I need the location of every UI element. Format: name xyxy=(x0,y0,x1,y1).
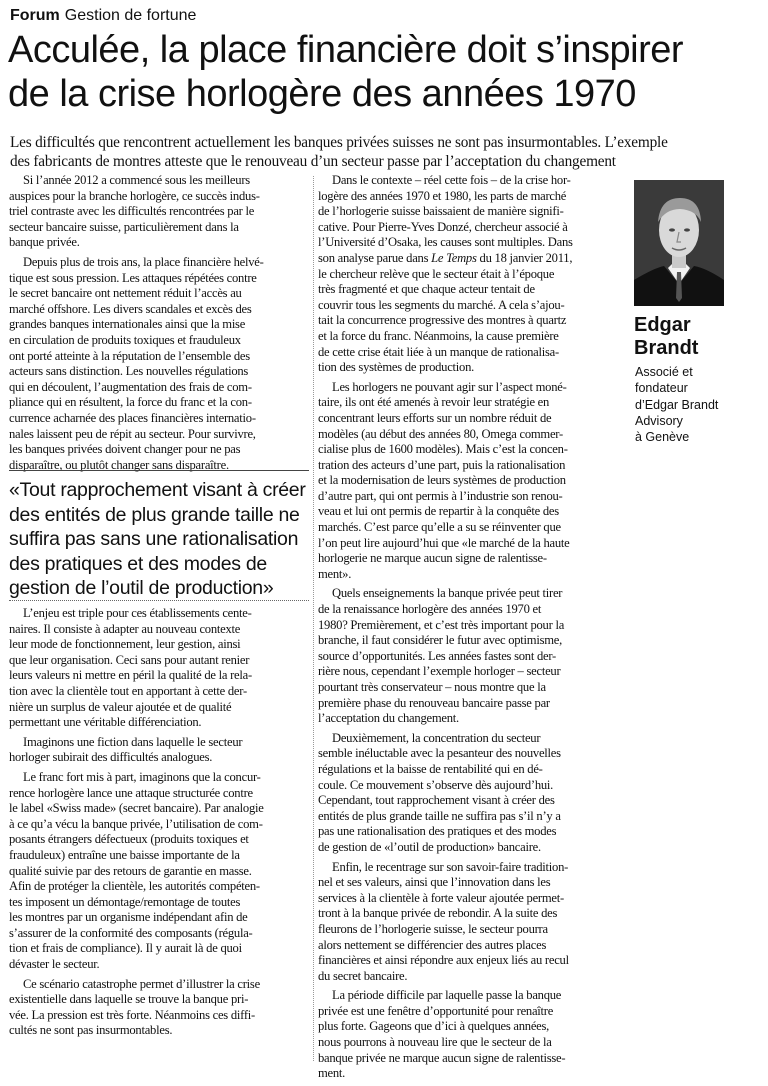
text-line: très fragmenté et que chaque acteur tentait de xyxy=(318,282,535,297)
text-line: Dans le contexte – réel cette fois – de la crise hor- xyxy=(332,173,571,187)
author-photo xyxy=(634,180,724,306)
text-line: existentielle dans laquelle se trouve la banque pri- xyxy=(9,992,249,1007)
text-line: leur mode de fonctionnement, leur gestion, ainsi xyxy=(9,637,241,652)
text-line: à ce qu’a vécu la banque privée, l’utilisation de com- xyxy=(9,816,263,831)
pull-quote-line: des pratiques et des modes de xyxy=(9,552,267,575)
text-line: pas une rationalisation des pratiques et des modes xyxy=(318,824,557,839)
article-paragraph xyxy=(318,173,624,376)
text-line: de gestion de «l’outil de production» bancaire. xyxy=(318,839,541,854)
text-line: branche, il faut considérer le futur avec optimisme, xyxy=(318,633,563,648)
text-line: tration des acteurs d’une part, puis la rationalisation xyxy=(318,457,566,472)
text-line: dévaster le secteur. xyxy=(9,957,100,972)
text-line: tait la concurrence progressive des montres à quartz xyxy=(318,313,567,328)
text-line: ment». xyxy=(318,566,352,581)
text-line: services à la clientèle à forte valeur ajoutée permet- xyxy=(318,890,564,905)
text-line: les montres par un organisme indépendant afin de xyxy=(9,910,248,925)
author-role xyxy=(635,364,718,445)
text-line: que leur organisation. Ceci sans pour autant renier xyxy=(9,652,250,667)
text-line: disparaître, ou plutôt changer sans disparaître. xyxy=(9,457,229,472)
article-paragraph xyxy=(9,606,311,731)
article-paragraph xyxy=(9,977,311,1039)
quote-rule-bottom xyxy=(9,600,309,601)
author-role-line: fondateur xyxy=(635,381,688,396)
author-role-line: d’Edgar Brandt xyxy=(635,397,719,412)
author-name xyxy=(634,314,698,360)
article-paragraph xyxy=(318,860,624,985)
headline xyxy=(8,28,760,116)
pull-quote xyxy=(9,478,309,601)
text-line: veau et lui ont permis de repartir à la conquête des xyxy=(318,504,559,519)
text-line: plus forte. Gageons que d’ici à quelques années, xyxy=(318,1019,550,1034)
text-line: couvrir tous les segments du marché. A cela s’ajou- xyxy=(318,297,565,312)
text-line: Quels enseignements la banque privée peut tirer xyxy=(332,586,563,601)
text-line: fleurons de l’horlogerie suisse, le secteur pourra xyxy=(318,921,548,936)
article-paragraph xyxy=(318,731,624,856)
article-paragraph xyxy=(9,173,311,251)
article-paragraph xyxy=(9,735,311,766)
column-divider xyxy=(313,176,314,1061)
text-line: nous pourrons à nouveau lire que le secteur de la xyxy=(318,1035,552,1050)
text-line: tion et frais de compliance). Il y aurait là de quoi xyxy=(9,941,242,956)
text-line: 1980? Premièrement, et c’est très important pour la xyxy=(318,617,565,632)
text-line: privée est une fenêtre d’opportunité pour renaître xyxy=(318,1003,554,1018)
text-line: grandes banques internationales ainsi que la mise xyxy=(9,317,246,332)
text-line: pliance qui en résultent, la force du franc et la con- xyxy=(9,395,252,410)
text-line: Les horlogers ne pouvant agir sur l’aspect moné- xyxy=(332,379,567,394)
text-line: Le franc fort mis à part, imaginons que la concur- xyxy=(23,769,261,784)
text-line: tes imposent un démontage/remontage de toutes xyxy=(9,894,241,909)
text-line: acteurs sans distinction. Les nouvelles régulations xyxy=(9,364,249,379)
pull-quote-line: des entités de plus grande taille ne xyxy=(9,503,300,526)
headline-line: de la crise horlogère des années 1970 xyxy=(8,73,636,115)
text-line: triel contraste avec les difficultés rencontrées par le xyxy=(9,204,255,219)
lead-paragraph xyxy=(10,133,762,171)
text-line: nel et ses valeurs, ainsi que l’innovation dans les xyxy=(318,875,551,890)
text-line: tion des systèmes de production. xyxy=(318,360,475,375)
text-line: de l’horlogerie suisse baissaient de manière signifi- xyxy=(318,204,564,219)
author-portrait-image xyxy=(634,180,724,306)
text-line: Depuis plus de trois ans, la place financière helvé- xyxy=(23,254,264,269)
text-line: en circulation de produits toxiques et frauduleux xyxy=(9,332,241,347)
column-middle xyxy=(318,173,624,1086)
text-line: nière un surplus de valeur ajoutée et de qualité xyxy=(9,699,232,714)
text-line: l’on peut lire aujourd’hui que «le marché de la haute xyxy=(318,535,570,550)
text-line: du secret bancaire. xyxy=(318,968,408,983)
text-line: cative. Pour Pierre-Yves Donzé, chercheur associé à xyxy=(318,219,568,234)
quote-rule-top xyxy=(9,470,309,471)
pull-quote-line: «Tout rapprochement visant à créer xyxy=(9,479,306,501)
text-line: l’Université d’Osaka, les causes sont multiples. Dans xyxy=(318,235,573,250)
column-left-top xyxy=(9,173,311,477)
text-line: Cependant, tout rapprochement visant à créer des xyxy=(318,793,555,808)
text-line: La période difficile par laquelle passe la banque xyxy=(332,988,562,1003)
text-line: frauduleux) entraîne une baisse importante de la xyxy=(9,847,240,862)
text-line: banque privée. xyxy=(9,235,80,250)
text-line: s’assurer de la conformité des composants (régula- xyxy=(9,925,253,940)
text-line: rière nous, cependant l’exemple horloger – secteur xyxy=(318,664,561,679)
text-line: cialise plus de 1600 modèles). Mais c’est la concen- xyxy=(318,442,568,457)
rubric-section: Gestion de fortune xyxy=(64,7,197,24)
text-line: qualité suivie par des retours de garantie en masse. xyxy=(9,863,252,878)
text-line: tront à la banque privée de rebondir. A la suite des xyxy=(318,906,558,921)
text-line: logère des années 1970 et 1980, les parts de marché xyxy=(318,188,567,203)
text-line: Si l’année 2012 a commencé sous les meilleurs xyxy=(23,173,250,187)
text-line: Ce scénario catastrophe permet d’illustrer la crise xyxy=(23,976,260,991)
text-line: leurs valeurs ni mettre en péril la qualité de la rela- xyxy=(9,668,252,683)
text-line: marché offshore. Les divers scandales et excès des xyxy=(9,301,252,316)
text-line: secteur bancaire suisse, particulièrement dans la xyxy=(9,219,239,234)
text-line: taire, ils ont été amenés à revoir leur stratégie en xyxy=(318,395,550,410)
pull-quote-line: suffira pas sans une rationalisation xyxy=(9,528,299,550)
text-line: qui en découlent, l’augmentation des frais de com- xyxy=(9,379,252,394)
text-line: financières et ainsi répondre aux enjeux liés au recul xyxy=(318,953,569,968)
text-line: L’enjeu est triple pour ces établissements cente- xyxy=(23,606,252,620)
text-line: vée. La pression est très forte. Néanmoins ces diffi- xyxy=(9,1007,256,1022)
text-line: Enfin, le recentrage sur son savoir-faire tradition- xyxy=(332,859,569,874)
text-line: le label «Swiss made» (secret bancaire). Par analogie xyxy=(9,801,264,816)
text-line: pourtant très conservateur – nous montre que la xyxy=(318,680,546,694)
text-line: Imaginons une fiction dans laquelle le secteur xyxy=(23,734,243,749)
text-line: currence acharnée des places financières internatio- xyxy=(9,410,256,425)
text-line: régulations et la baisse de rentabilité qui en dé- xyxy=(318,761,543,776)
text-line: d’autre part, qui ont permis à l’industrie son renou- xyxy=(318,488,563,503)
text-line: de la renaissance horlogère des années 1970 et xyxy=(318,602,542,617)
text-line: horlogerie ne marque aucun signe de ralentisse- xyxy=(318,551,547,566)
text-line: les banques privées doivent changer pour ne pas xyxy=(9,442,241,457)
text-line: permettant une véritable différenciation. xyxy=(9,715,202,730)
author-last-name: Brandt xyxy=(634,337,699,359)
text-line: horloger subirait des difficultés analogues. xyxy=(9,750,213,765)
text-line: première phase du renouveau bancaire passe par xyxy=(318,695,550,710)
article-paragraph xyxy=(9,770,311,973)
text-line: source d’opportunités. Les années fastes sont der- xyxy=(318,648,556,663)
lead-line: Les difficultés que rencontrent actuellement les banques privées suisses ne sont pas insurmontables. L’exemple xyxy=(10,134,668,151)
article-paragraph xyxy=(318,988,624,1082)
text-line: ment. xyxy=(318,1066,346,1081)
pull-quote-line: gestion de l’outil de production» xyxy=(9,577,274,599)
text-line: Deuxièmement, la concentration du secteur xyxy=(332,730,541,745)
article-paragraph xyxy=(318,380,624,583)
text-line: naires. Il consiste à adapter au nouveau contexte xyxy=(9,621,241,636)
text-line: ont porté atteinte à la réputation de l’ensemble des xyxy=(9,348,250,363)
rubric-keyword: Forum xyxy=(10,7,60,24)
text-line: son analyse parue dans Le Temps du 18 janvier 2011, xyxy=(318,250,573,265)
text-line: tique est sous pression. Les attaques répétées contre xyxy=(9,270,257,285)
section-rubric xyxy=(10,6,196,26)
text-line: entités de plus grande taille ne suffira pas s’il n’y a xyxy=(318,808,561,823)
column-left-bottom xyxy=(9,606,311,1043)
text-line: auspices pour la branche horlogère, ce succès indus- xyxy=(9,188,260,203)
author-role-line: à Genève xyxy=(635,430,690,445)
text-line: concentrant leurs efforts sur un nombre réduit de xyxy=(318,410,552,425)
author-first-name: Edgar xyxy=(634,314,691,336)
text-line: rence horlogère lance une attaque structurée contre xyxy=(9,785,253,800)
text-line: et la modernisation de leurs systèmes de production xyxy=(318,473,566,488)
text-line: cultés ne sont pas insurmontables. xyxy=(9,1023,173,1038)
article-paragraph xyxy=(9,255,311,473)
text-line: et la force du franc. Néanmoins, la cause première xyxy=(318,328,559,343)
text-line: coule. Ce mouvement s’observe dès aujourd’hui. xyxy=(318,777,554,792)
text-line: le secret bancaire ont nettement réduit l’accès au xyxy=(9,286,242,301)
lead-line: des fabricants de montres atteste que le renouveau d’un secteur passe par l’acceptation du changement xyxy=(10,153,616,170)
text-line: nales laissent peu de répit au secteur. Pour survivre, xyxy=(9,426,256,441)
text-line: de cette crise était liée à un manque de rationalisa- xyxy=(318,344,559,359)
author-role-line: Advisory xyxy=(635,413,683,428)
text-line: tion avec la clientèle tout en apportant à cette der- xyxy=(9,683,247,698)
headline-line: Acculée, la place financière doit s’inspirer xyxy=(8,29,684,71)
text-line: alors nettement se différencier des autres places xyxy=(318,937,547,952)
text-line: semble inéluctable avec la pesanteur des nouvelles xyxy=(318,746,561,761)
article-paragraph xyxy=(318,586,624,726)
text-line: posants étrangers défectueux (produits toxiques et xyxy=(9,832,249,847)
text-line: le chercheur relève que le secteur était à l’époque xyxy=(318,266,555,281)
text-line: banque privée ne marque aucun signe de ralentisse- xyxy=(318,1050,566,1065)
text-line: l’acceptation du changement. xyxy=(318,711,459,726)
text-line: marchés. C’est parce qu’elle a su se réinventer que xyxy=(318,520,561,535)
text-line: Afin de protéger la clientèle, les autorités compéten- xyxy=(9,879,260,894)
author-role-line: Associé et xyxy=(635,365,693,379)
text-line: modèles (au début des années 80, Omega commer- xyxy=(318,426,563,441)
